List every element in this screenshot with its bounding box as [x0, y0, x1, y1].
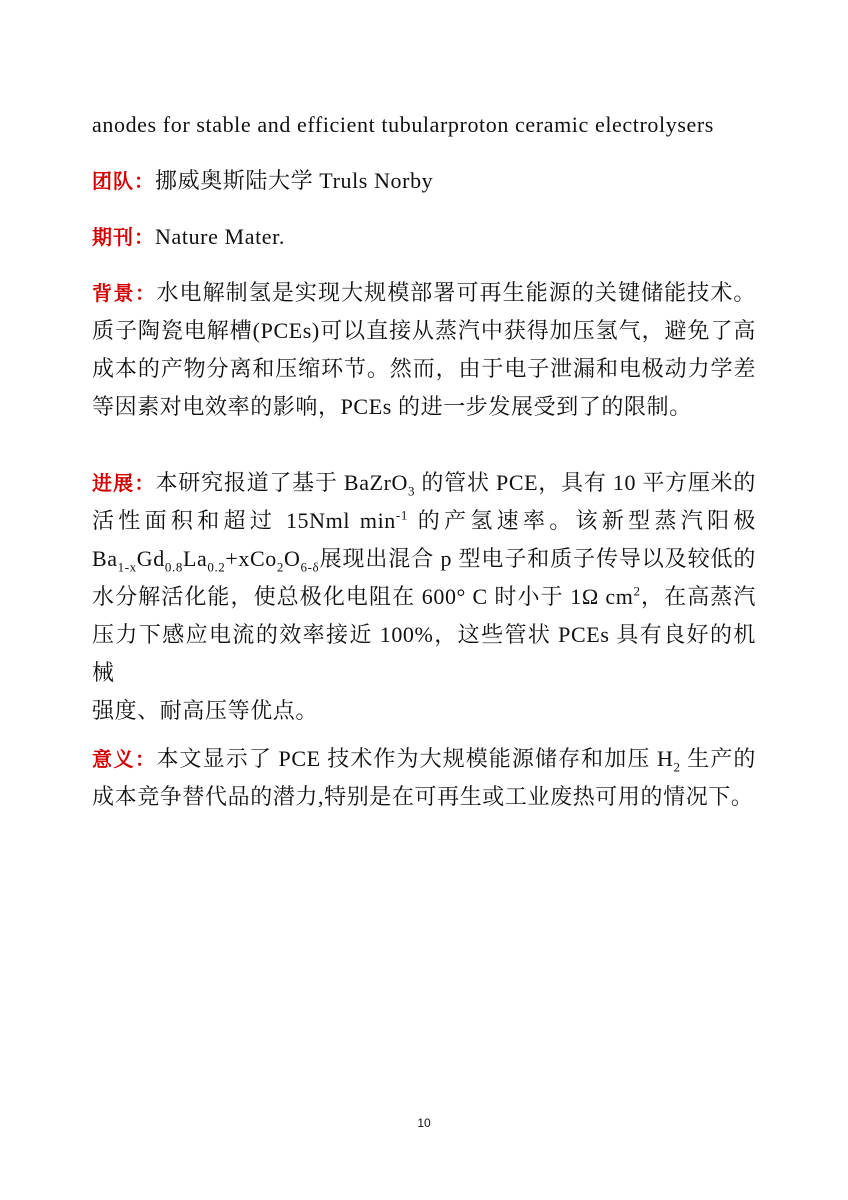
- progress-l2b: 的产氢速率。该新型蒸汽阳极: [407, 508, 756, 533]
- team-paragraph: [92, 162, 756, 200]
- background-label: 背景：: [92, 281, 157, 305]
- progress-l1a: 本研究报道了基于 BaZrO: [155, 470, 409, 495]
- progress-l2-sup: -1: [395, 507, 408, 523]
- team-label: 团队：: [92, 169, 155, 193]
- progress-line-6: 强度、耐高压等优点。: [92, 698, 319, 723]
- background-line-4: 等因素对电效率的影响，PCEs 的进一步发展受到了的限制。: [92, 394, 692, 419]
- title-text: anodes for stable and efficient tubularproton ceramic electrolysers: [92, 112, 714, 137]
- page-number: 10: [417, 1116, 431, 1130]
- significance-l1a: 本文显示了 PCE 技术作为大规模能源储存和加压 H: [156, 746, 674, 771]
- background-paragraph: [92, 274, 756, 426]
- background-line-3: 成本的产物分离和压缩环节。然而，由于电子泄漏和电极动力学差: [92, 356, 756, 381]
- team-value: 挪威奥斯陆大学 Truls Norby: [155, 168, 434, 193]
- progress-label: 进展：: [92, 471, 156, 495]
- progress-l4a: 水分解活化能，使总极化电阻在 600° C 时小于 1Ω cm: [92, 584, 634, 609]
- formula-line: $Ba_{1-x}Gd_{0.8}La_{0.2}+xCo_2O_{6-\delta}$展现出混合 p 型电子和质子传导以及较低的: [92, 546, 756, 575]
- progress-l1b: 的管状 PCE，具有 10 平方厘米的: [415, 470, 757, 495]
- title-line: [92, 106, 756, 144]
- significance-l1-sub: 2: [673, 759, 681, 775]
- journal-value: Nature Mater.: [155, 224, 285, 249]
- progress-l4-sup: 2: [633, 583, 641, 599]
- progress-l1-sub: 3: [408, 483, 416, 499]
- significance-line-2: 成本竞争替代品的潜力,特别是在可再生或工业废热可用的情况下。: [92, 784, 754, 809]
- progress-line-5: 压力下感应电流的效率接近 100%，这些管状 PCEs 具有良好的机械: [92, 622, 756, 685]
- progress-l2a: 活性面积和超过 15Nml min: [92, 508, 396, 533]
- significance-paragraph: [92, 740, 756, 816]
- background-line-1: 水电解制氢是实现大规模部署可再生能源的关键储能技术。: [156, 280, 756, 305]
- progress-l4b: ，在高蒸汽: [640, 584, 756, 609]
- significance-l1b: 生产的: [680, 746, 757, 771]
- progress-paragraph: [92, 464, 756, 730]
- significance-label: 意义：: [92, 747, 157, 771]
- journal-paragraph: [92, 218, 756, 256]
- background-line-2: 质子陶瓷电解槽(PCEs)可以直接从蒸汽中获得加压氢气，避免了高: [92, 318, 756, 343]
- journal-label: 期刊：: [92, 225, 155, 249]
